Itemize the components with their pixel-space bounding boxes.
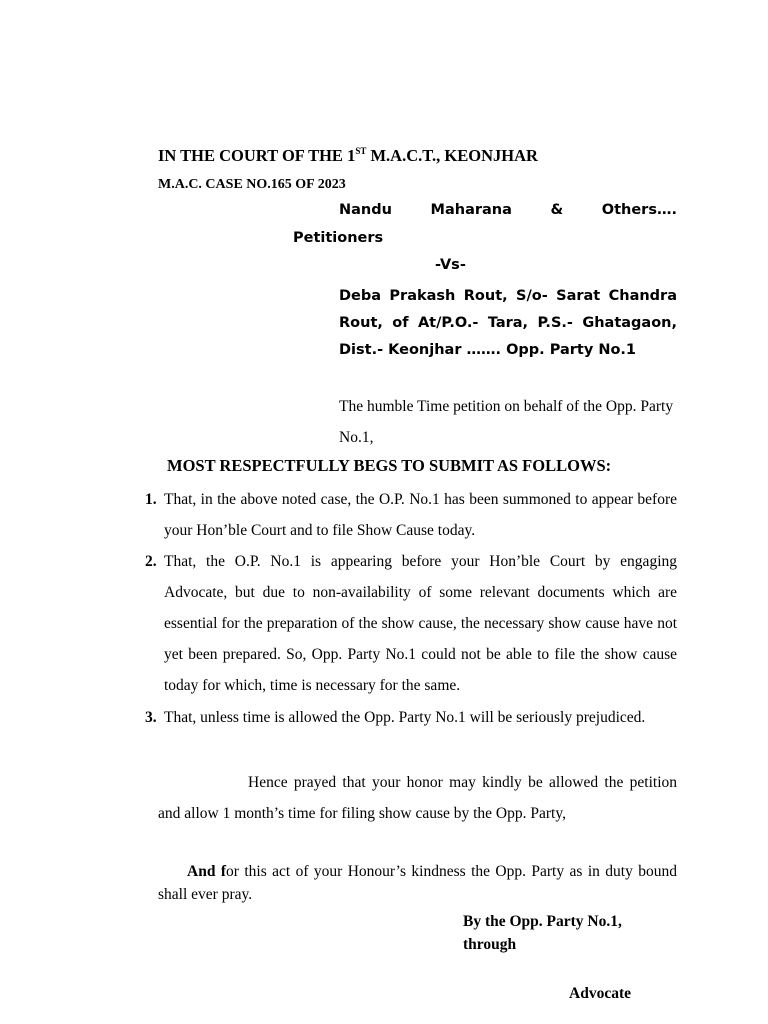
closing-text: or this act of your Honour’s kindness the Opp. Party as in duty bound shall ever pray. xyxy=(158,863,677,903)
court-title-prefix: IN THE COURT OF THE 1 xyxy=(158,146,356,165)
list-item-text: That, unless time is allowed the Opp. Party No.1 will be seriously prejudiced. xyxy=(164,709,646,726)
list-item-text: That, the O.P. No.1 is appearing before your Hon’ble Court by engaging Advocate, but due to non-availability of some relevant documents which are essential for the preparation of the show cause, the necessary show cause have not yet been prepared. So, Opp. Party No.1 could not be able to file the show cause today for which, time is necessary for the same. xyxy=(164,553,677,694)
list-item-number: 3. xyxy=(145,709,157,726)
signature-through: through xyxy=(463,936,517,953)
petition-intro: The humble Time petition on behalf of the Opp. Party No.1, xyxy=(339,398,674,446)
signature-line: By the Opp. Party No.1, xyxy=(463,913,622,930)
petitioner-word: Others…. xyxy=(601,202,677,218)
court-title-suffix: M.A.C.T., KEONJHAR xyxy=(366,146,538,165)
signature-block xyxy=(463,910,622,956)
petitioner-word: Maharana xyxy=(430,202,512,218)
list-item xyxy=(145,702,677,733)
advocate-label: Advocate xyxy=(569,985,631,1002)
list-item xyxy=(145,484,677,546)
submission-heading: MOST RESPECTFULLY BEGS TO SUBMIT AS FOLLOWS: xyxy=(167,456,612,475)
petitioner-word: & xyxy=(550,202,564,218)
list-item xyxy=(145,546,677,701)
closing-bold-start: And f xyxy=(187,863,227,880)
list-item-number: 1. xyxy=(145,491,157,508)
petitioner-role: Petitioners xyxy=(293,230,384,246)
versus-label: -Vs- xyxy=(435,257,466,273)
petitioner-word: Nandu xyxy=(339,202,392,218)
opposite-party-details: Deba Prakash Rout, S/o- Sarat Chandra Rout, of At/P.O.- Tara, P.S.- Ghatagaon, Dist.- Keonjhar ……. Opp. Party No.1 xyxy=(339,288,677,358)
petitioner-names xyxy=(339,202,677,218)
court-title xyxy=(158,146,538,166)
court-title-superscript: ST xyxy=(355,146,367,156)
case-number: M.A.C. CASE NO.165 OF 2023 xyxy=(158,177,346,192)
prayer-paragraph: Hence prayed that your honor may kindly be allowed the petition and allow 1 month’s time for filing show cause by the Opp. Party, xyxy=(158,774,677,822)
closing-paragraph xyxy=(158,860,677,906)
list-item-number: 2. xyxy=(145,553,157,570)
list-item-text: That, in the above noted case, the O.P. No.1 has been summoned to appear before your Hon’ble Court and to file Show Cause today. xyxy=(164,491,677,539)
